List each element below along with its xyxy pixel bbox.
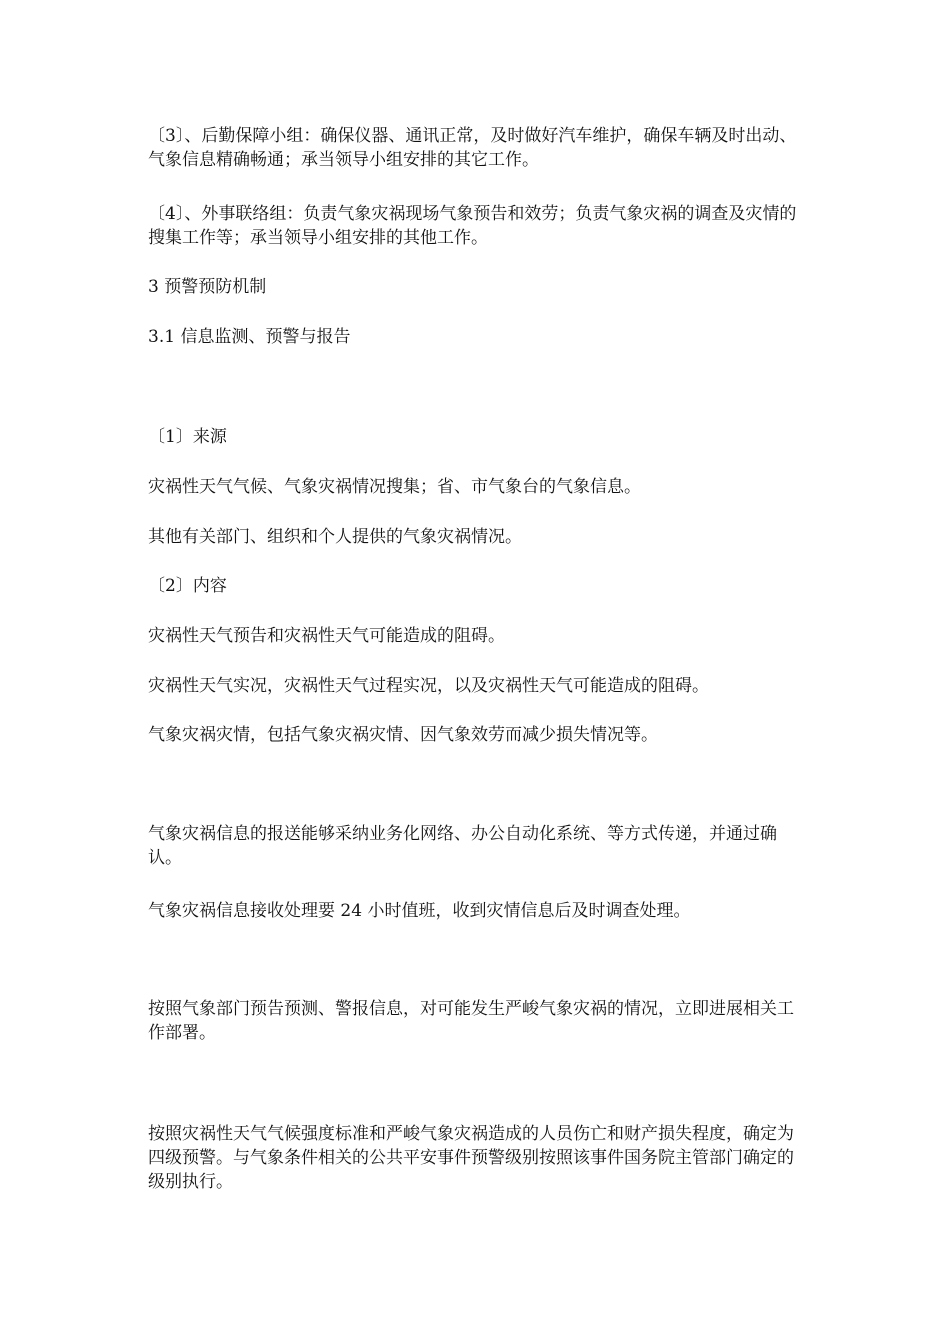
subheading-source: 〔1〕来源 xyxy=(148,427,227,447)
paragraph-source-1: 灾祸性天气气候、气象灾祸情况搜集；省、市气象台的气象信息。 xyxy=(148,477,641,497)
paragraph-logistics-group: 〔3〕、后勤保障小组：确保仪器、通讯正常，及时做好汽车维护，确保车辆及时出动、气象信息精确畅通；承当领导小组安排的其它工作。 xyxy=(148,126,797,170)
paragraph-content-1: 灾祸性天气预告和灾祸性天气可能造成的阻碍。 xyxy=(148,626,505,646)
paragraph-content-3: 气象灾祸灾情，包括气象灾祸灾情、因气象效劳而减少损失情况等。 xyxy=(148,725,658,745)
paragraph-deployment: 按照气象部门预告预测、警报信息，对可能发生严峻气象灾祸的情况，立即进展相关工作部署。 xyxy=(148,999,794,1043)
paragraph-duty-service: 气象灾祸信息接收处理要 24 小时值班，收到灾情信息后及时调查处理。 xyxy=(148,901,691,921)
section-heading-3: 3 预警预防机制 xyxy=(148,277,267,297)
paragraph-liaison-group: 〔4〕、外事联络组：负责气象灾祸现场气象预告和效劳；负责气象灾祸的调查及灾情的搜集工作等；承当领导小组安排的其他工作。 xyxy=(148,204,797,248)
paragraph-content-2: 灾祸性天气实况，灾祸性天气过程实况，以及灾祸性天气可能造成的阻碍。 xyxy=(148,676,709,696)
paragraph-source-2: 其他有关部门、组织和个人提供的气象灾祸情况。 xyxy=(148,527,522,547)
subheading-content: 〔2〕内容 xyxy=(148,576,227,596)
paragraph-warning-levels: 按照灾祸性天气气候强度标准和严峻气象灾祸造成的人员伤亡和财产损失程度，确定为四级预警。与气象条件相关的公共平安事件预警级别按照该事件国务院主管部门确定的级别执行。 xyxy=(148,1124,794,1192)
paragraph-reporting: 气象灾祸信息的报送能够采纳业务化网络、办公自动化系统、等方式传递，并通过确认。 xyxy=(148,824,777,868)
section-heading-3-1: 3.1 信息监测、预警与报告 xyxy=(148,327,351,347)
